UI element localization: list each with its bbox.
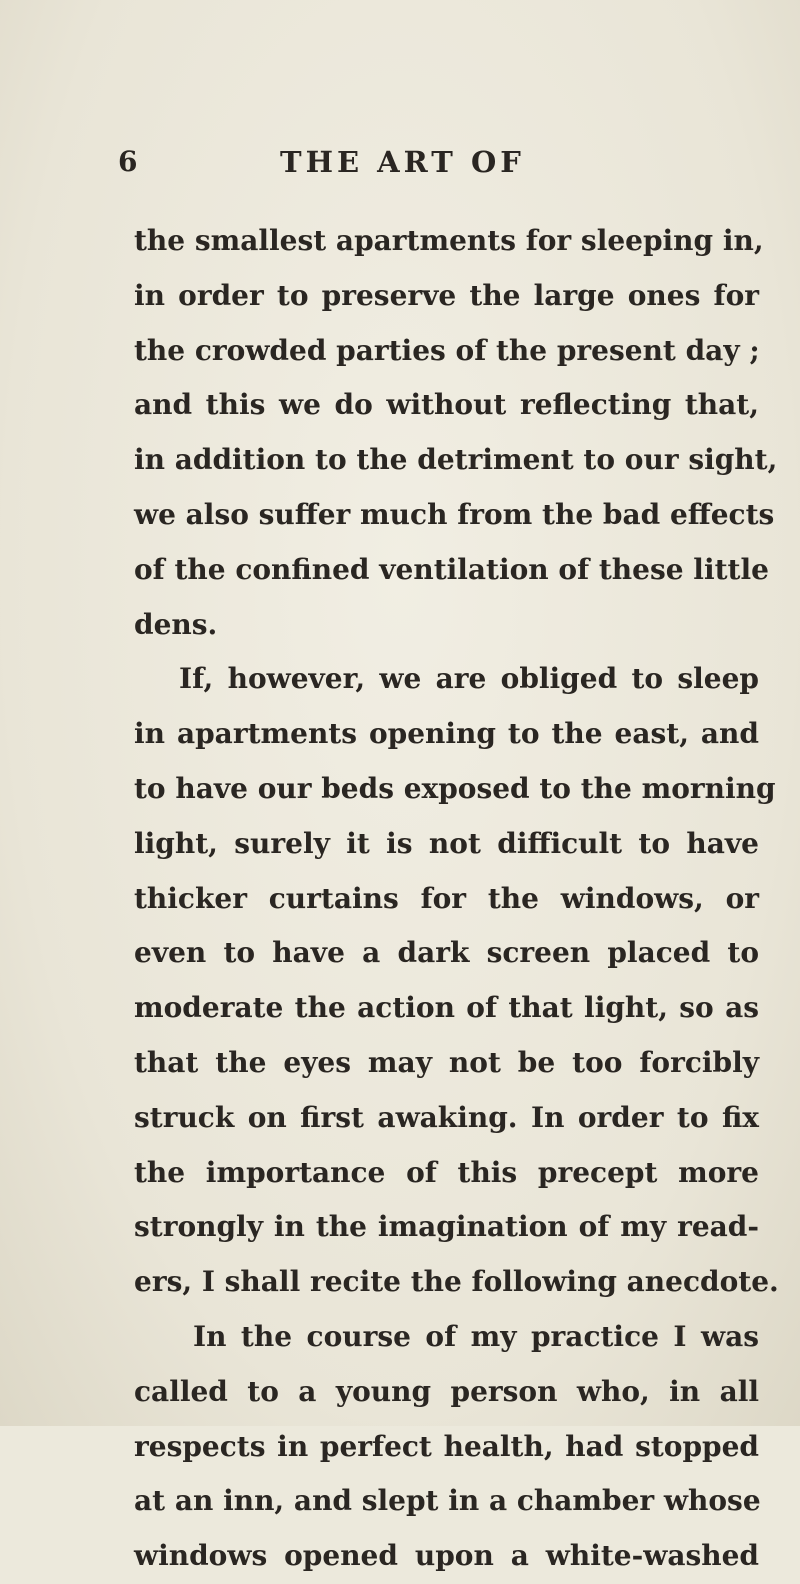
text-line: moderate the action of that light, so as [134, 991, 759, 1025]
text-line: we also suffer much from the bad effects [134, 497, 775, 531]
text-line: in order to preserve the large ones for [134, 278, 759, 312]
text-line: the smallest apartments for sleeping in, [134, 224, 764, 257]
text-line: dens. [134, 607, 218, 641]
text-line: ers, I shall recite the following anecdote. [134, 1265, 779, 1299]
text-line: in apartments opening to the east, and [134, 717, 759, 751]
text-line: even to have a dark screen placed to [134, 936, 759, 970]
paragraph-start-line: In the course of my practice I was [193, 1319, 759, 1353]
text-line: called to a young person who, in all [134, 1374, 759, 1408]
text-line: respects in perfect health, had stopped [134, 1429, 759, 1463]
text-line: the importance of this precept more [134, 1155, 759, 1189]
text-line: to have our beds exposed to the morning [134, 771, 776, 805]
text-line: the crowded parties of the present day ; [134, 333, 760, 367]
page-header [118, 145, 738, 189]
running-head: THE ART OF [280, 145, 525, 179]
page-number: 6 [118, 145, 139, 178]
text-line: struck on first awaking. In order to fix [134, 1100, 759, 1134]
text-line: in addition to the detriment to our sight, [134, 443, 778, 477]
text-line: of the confined ventilation of these little [134, 552, 769, 586]
text-line: that the eyes may not be too forcibly [134, 1045, 759, 1079]
body-text [134, 214, 779, 1584]
paragraph-start-line: If, however, we are obliged to sleep [179, 662, 759, 696]
text-line: thicker curtains for the windows, or [134, 881, 759, 915]
text-line: strongly in the imagination of my read- [134, 1210, 759, 1244]
text-line: at an inn, and slept in a chamber whose [134, 1484, 761, 1518]
text-line: light, surely it is not difficult to have [134, 826, 759, 860]
text-line: windows opened upon a white-washed [134, 1539, 759, 1573]
text-line: and this we do without reflecting that, [134, 388, 759, 422]
